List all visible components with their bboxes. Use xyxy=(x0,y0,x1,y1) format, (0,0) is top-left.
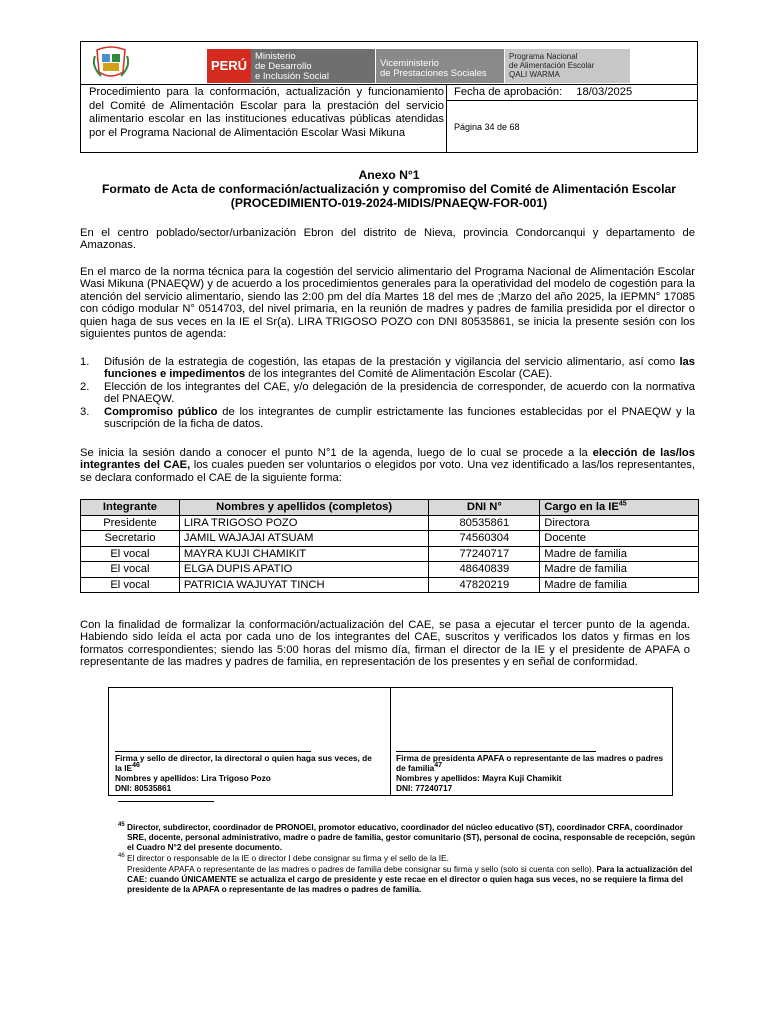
director-dni: DNI: 80535861 xyxy=(115,783,172,793)
table-row xyxy=(81,531,699,547)
footnote-mark: 46 xyxy=(118,853,125,859)
column-header: DNI N° xyxy=(429,500,540,516)
apafa-signature-caption xyxy=(396,753,668,773)
table-row xyxy=(81,577,699,593)
footnote-text: Presidente APAFA o representante de las madres o padres de familia debe consignar su firma y sello (solo si cuenta con sello). xyxy=(127,864,597,874)
table-cell: 74560304 xyxy=(429,531,540,547)
table-cell: JAMIL WAJAJAI ATSUAM xyxy=(179,531,429,547)
footnote-47 xyxy=(118,864,698,894)
apafa-signature xyxy=(396,751,668,793)
footnote-ref: 47 xyxy=(434,762,443,770)
footnote-ref: 46 xyxy=(132,762,140,770)
context-paragraph: En el marco de la norma técnica para la cogestión del servicio alimentario del Programa Nacional de Alimentación Escolar Wasi Mikuna (PNAEQW) y de acuerdo a los procedimientos generales para la operatividad del modelo de cogestión para la atención del servicio alimentario, siendo las 2:00 pm del día Martes 18 del mes de ;Marzo del año 2025, la IEPMN° 17085 con código modular N° 0514703, del nivel primaria, en la reunión de madres y padres de familia presidida por el director o quien haga de sus veces en la IE el Sr(a). LIRA TRIGOSO POZO con DNI 80535861, se inicia la presente sesión con los siguientes puntos de agenda: xyxy=(80,266,695,341)
table-cell: ELGA DUPIS APATIO xyxy=(179,562,429,578)
agenda-text: Elección de los integrantes del CAE, y/o delegación de la presidencia de corresponder, de acuerdo con la normativa del PNAEQW. xyxy=(104,380,695,406)
agenda-item xyxy=(80,381,695,406)
table-row xyxy=(81,562,699,578)
column-header-text: Cargo en la IE xyxy=(544,501,619,514)
approval-date xyxy=(454,86,632,98)
location-paragraph: En el centro poblado/sector/urbanización Ebron del distrito de Nieva, provincia Condorcanqui y departamento de Amazonas. xyxy=(80,227,695,252)
footnote-text: El director o responsable de la IE o director I debe consignar su firma y el sello de la IE. xyxy=(127,853,449,863)
column-header xyxy=(540,500,699,516)
signature-box xyxy=(108,687,673,796)
column-header: Integrante xyxy=(81,500,180,516)
agenda-number: 2. xyxy=(80,380,90,393)
table-cell: Secretario xyxy=(81,531,180,547)
peru-brand: PERÚ xyxy=(207,49,251,83)
logo-bar xyxy=(81,42,697,85)
agenda-item xyxy=(80,406,695,431)
election-bold: elección de las/los integrantes del CAE, xyxy=(80,447,695,472)
header-divider xyxy=(446,84,447,152)
annex-title: Formato de Acta de conformación/actualización y compromiso del Comité de Alimentación Escolar xyxy=(101,182,677,196)
procedure-title: Procedimiento para la conformación, actualización y funcionamiento del Comité de Alimentación Escolar para la prestación del servicio alimentario escolar en las instituciones educativas públicas atendidas por el Programa Nacional de Alimentación Escolar Wasi Mikuna xyxy=(89,86,444,139)
column-header: Nombres y apellidos (completos) xyxy=(179,500,429,516)
annex-number: Anexo N°1 xyxy=(358,168,420,182)
apafa-name: Nombres y apellidos: Mayra Kuji Chamikit xyxy=(396,773,562,783)
election-text: los cuales pueden ser voluntarios o elegidos por voto. Una vez identificado a las/los representantes, se declara conformado el CAE de la siguiente forma: xyxy=(80,459,695,484)
footnote-separator xyxy=(118,801,214,802)
closing-paragraph: Con la finalidad de formalizar la conformación/actualización del CAE, se pasa a ejecutar el tercer punto de la agenda. Habiendo sido leída el acta por cada uno de los integrantes del CAE, suscritos y verificados los datos y firmas en los formatos correspondientes; siendo las 5:00 horas del mismo día, firman el director de la IE y el presidente de APAFA o representante de las madres y padres de familia, en representación de los presentes y en señal de conformidad. xyxy=(80,619,690,669)
table-cell: PATRICIA WAJUYAT TINCH xyxy=(179,577,429,593)
table-cell: LIRA TRIGOSO POZO xyxy=(179,515,429,531)
ministry-line-2: de Desarrollo xyxy=(255,61,312,72)
table-cell: Docente xyxy=(540,531,699,547)
ministry-line-1: Ministerio xyxy=(255,51,296,62)
agenda-text: Difusión de la estrategia de cogestión, las etapas de la prestación y vigilancia del servicio alimentario, así como xyxy=(104,356,680,368)
caption-text: Firma de presidenta APAFA o representante de las madres o padres de familia xyxy=(396,753,664,773)
agenda-list xyxy=(80,356,695,430)
footnote-45 xyxy=(118,822,698,852)
table-header-row xyxy=(81,500,699,516)
table-cell: El vocal xyxy=(81,546,180,562)
table-cell: Madre de familia xyxy=(540,577,699,593)
table-cell: 48640839 xyxy=(429,562,540,578)
header-divider xyxy=(447,100,697,101)
election-paragraph xyxy=(80,447,695,484)
director-name: Nombres y apellidos: Lira Trigoso Pozo xyxy=(115,773,271,783)
footnote-text: Director, subdirector, coordinador de PRONOEI, promotor educativo, coordinador del núcleo educativo (ST), coordinador CRFA, coordinador SRE, docente, personal administrativo, madre o padre de familia, gestor comunitario (ST), personal de cocina, responsable de recepción, según el Cuadro N°2 del presente documento. xyxy=(127,822,696,852)
approval-value: 18/03/2025 xyxy=(576,86,633,98)
document-header xyxy=(80,41,698,153)
table-row xyxy=(81,546,699,562)
signature-divider xyxy=(390,688,391,795)
footnote-ref: 45 xyxy=(618,500,627,508)
program-line-3: QALI WARMA xyxy=(509,70,560,79)
agenda-bold: Compromiso público xyxy=(104,405,218,418)
footnote-bold: Para la actualización del CAE: cuando ÚNICAMENTE se actualiza el cargo de presidente y este recae en el director o quien haga sus veces, no se requiere la firma del presidente de la APAFA o representante de las madres o padres de familia. xyxy=(127,864,693,894)
vice-ministry-logo xyxy=(376,49,504,83)
program-logo xyxy=(505,49,630,83)
peru-coat-of-arms-icon xyxy=(93,46,129,80)
agenda-text: de los integrantes de cumplir estrictamente las funciones establecidas por el PNAEQW y la suscripción de la ficha de datos. xyxy=(104,405,695,431)
agenda-number: 3. xyxy=(80,405,90,418)
table-cell: 47820219 xyxy=(429,577,540,593)
table-cell: Presidente xyxy=(81,515,180,531)
page-number: Página 34 de 68 xyxy=(454,122,520,132)
table-cell: Directora xyxy=(540,515,699,531)
agenda-item xyxy=(80,356,695,381)
vice-ministry-line-2: de Prestaciones Sociales xyxy=(380,68,487,79)
table-cell: 77240717 xyxy=(429,546,540,562)
director-signature xyxy=(115,751,381,793)
footnote-mark: 45 xyxy=(118,822,125,828)
apafa-dni: DNI: 77240717 xyxy=(396,783,453,793)
approval-label: Fecha de aprobación: xyxy=(454,86,563,98)
director-signature-caption xyxy=(115,753,381,773)
table-row xyxy=(81,515,699,531)
program-line-1: Programa Nacional xyxy=(509,52,578,61)
cae-members-table xyxy=(80,499,699,593)
ministry-line-3: e Inclusión Social xyxy=(255,71,329,82)
caption-text: Firma y sello de director, la directoral o quien haga sus veces, de la IE xyxy=(115,753,372,773)
footnote-46 xyxy=(118,853,698,863)
election-text: Se inicia la sesión dando a conocer el punto N°1 de la agenda, luego de lo cual se procede a la xyxy=(80,447,593,459)
program-line-2: de Alimentación Escolar xyxy=(509,61,595,70)
table-cell: El vocal xyxy=(81,562,180,578)
annex-code: (PROCEDIMIENTO-019-2024-MIDIS/PNAEQW-FOR-001) xyxy=(230,196,548,210)
table-cell: Madre de familia xyxy=(540,562,699,578)
table-cell: Madre de familia xyxy=(540,546,699,562)
agenda-text: de los integrantes del Comité de Alimentación Escolar (CAE). xyxy=(245,368,553,381)
table-cell: El vocal xyxy=(81,577,180,593)
ministry-logo xyxy=(251,49,375,83)
vice-ministry-line-1: Viceministerio xyxy=(380,58,439,69)
table-cell: MAYRA KUJI CHAMIKIT xyxy=(179,546,429,562)
agenda-number: 1. xyxy=(80,356,90,368)
agenda-bold: las funciones e impedimentos xyxy=(104,356,695,381)
table-cell: 80535861 xyxy=(429,515,540,531)
